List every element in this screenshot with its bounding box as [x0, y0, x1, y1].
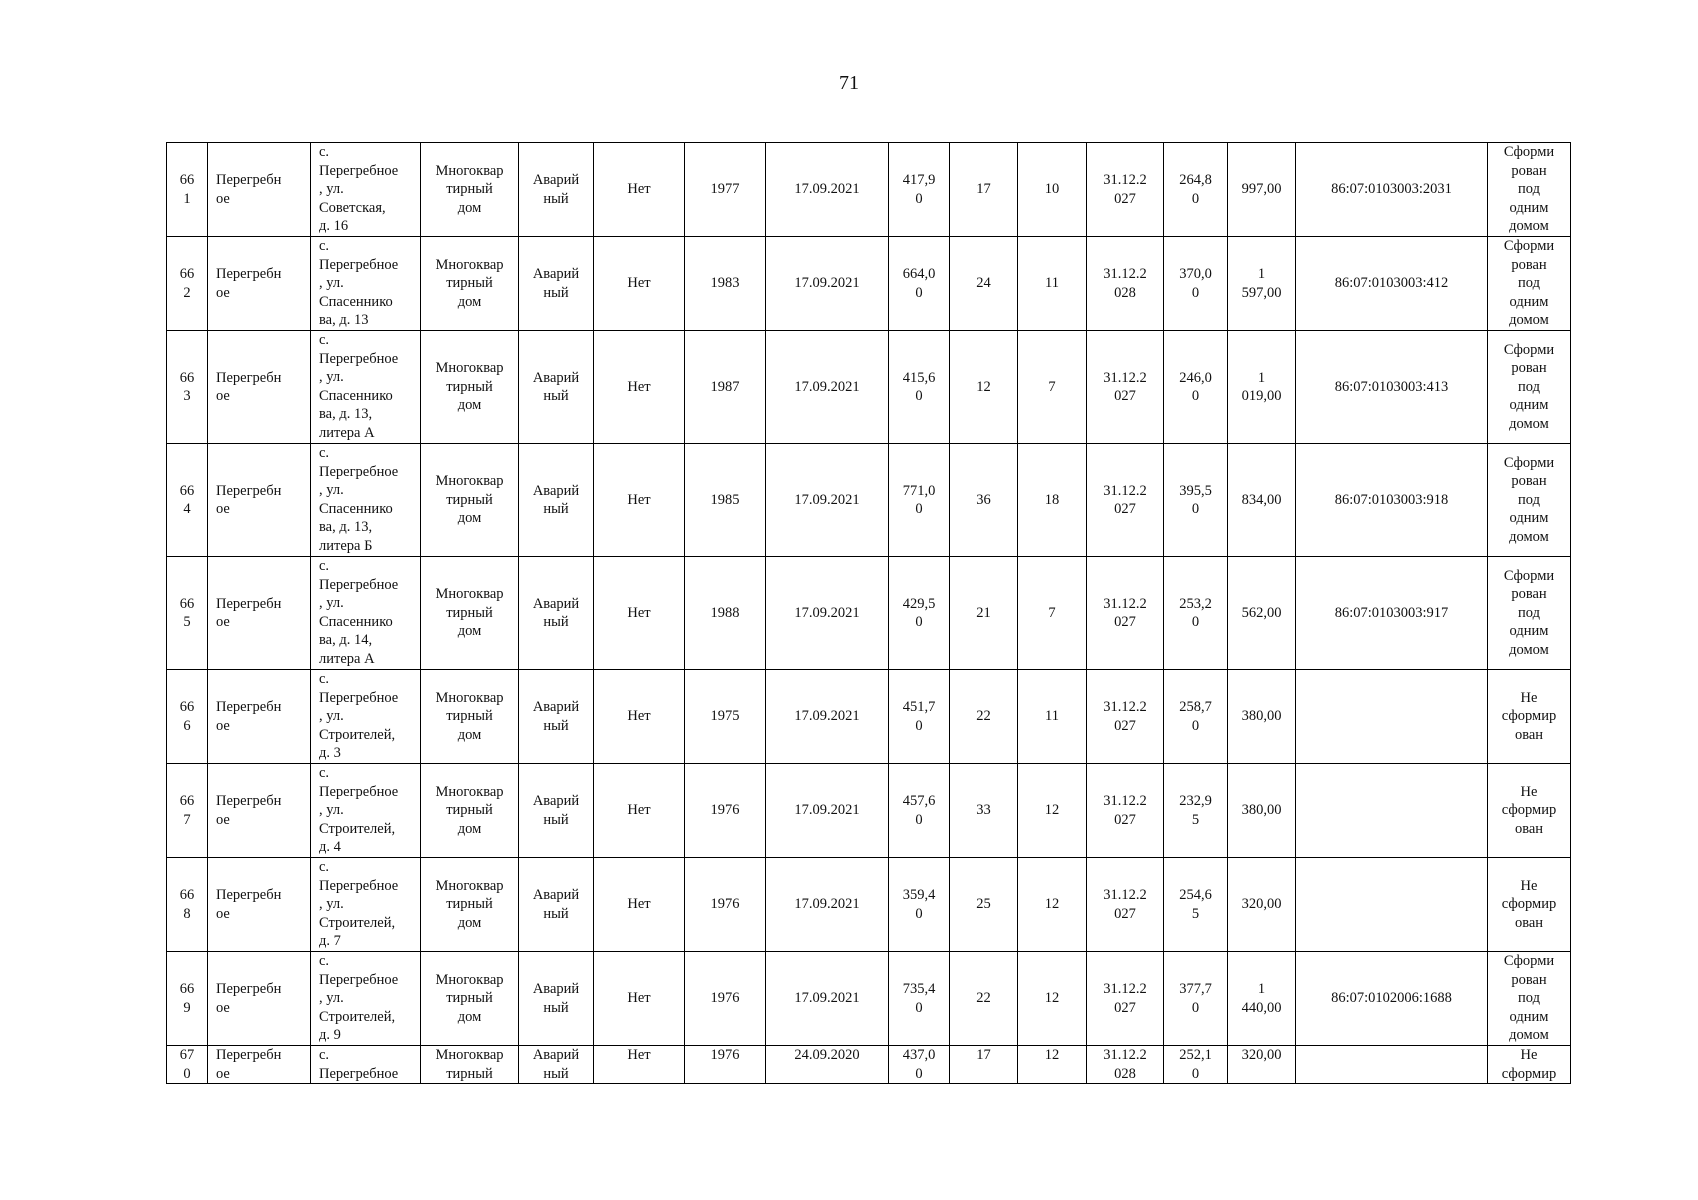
flag-cell: Нет	[594, 331, 685, 444]
recognition-date-cell: 17.09.2021	[766, 557, 889, 670]
residents-count-cell: 22	[950, 670, 1018, 764]
table-row	[167, 858, 1571, 952]
flag-cell: Нет	[594, 858, 685, 952]
row-number: 67 0	[167, 1046, 208, 1084]
cadastral-number-cell: 86:07:0103003:918	[1296, 444, 1488, 557]
settlement-cell: Перегребн ое	[208, 1046, 311, 1084]
premises-count-cell: 12	[1018, 1046, 1087, 1084]
row-number: 66 6	[167, 670, 208, 764]
settlement-cell: Перегребн ое	[208, 764, 311, 858]
building-type-cell: Многоквар тирный дом	[421, 858, 519, 952]
table-row	[167, 952, 1571, 1046]
land-plot-status-cell: Не сформир ован	[1488, 764, 1571, 858]
building-type-cell: Многоквар тирный дом	[421, 444, 519, 557]
land-area-cell: 264,8 0	[1164, 143, 1228, 237]
condition-cell: Аварий ный	[519, 670, 594, 764]
total-area-cell: 664,0 0	[889, 237, 950, 331]
year-built-cell: 1976	[685, 858, 766, 952]
land-area-cell: 232,9 5	[1164, 764, 1228, 858]
settlement-cell: Перегребн ое	[208, 952, 311, 1046]
address-cell: с. Перегребное , ул. Строителей, д. 4	[311, 764, 421, 858]
total-area-cell: 429,5 0	[889, 557, 950, 670]
flag-cell: Нет	[594, 670, 685, 764]
value-cell: 320,00	[1228, 1046, 1296, 1084]
resettlement-deadline-cell: 31.12.2 027	[1087, 858, 1164, 952]
total-area-cell: 415,6 0	[889, 331, 950, 444]
land-plot-status-cell: Сформи рован под одним домом	[1488, 331, 1571, 444]
premises-count-cell: 11	[1018, 237, 1087, 331]
resettlement-deadline-cell: 31.12.2 027	[1087, 952, 1164, 1046]
building-type-cell: Многоквар тирный дом	[421, 670, 519, 764]
recognition-date-cell: 17.09.2021	[766, 764, 889, 858]
flag-cell: Нет	[594, 1046, 685, 1084]
settlement-cell: Перегребн ое	[208, 237, 311, 331]
recognition-date-cell: 17.09.2021	[766, 952, 889, 1046]
resettlement-deadline-cell: 31.12.2 027	[1087, 670, 1164, 764]
condition-cell: Аварий ный	[519, 444, 594, 557]
address-cell: с. Перегребное	[311, 1046, 421, 1084]
row-number: 66 9	[167, 952, 208, 1046]
total-area-cell: 359,4 0	[889, 858, 950, 952]
land-plot-status-cell: Сформи рован под одним домом	[1488, 143, 1571, 237]
resettlement-deadline-cell: 31.12.2 027	[1087, 557, 1164, 670]
flag-cell: Нет	[594, 444, 685, 557]
table-row	[167, 444, 1571, 557]
residents-count-cell: 21	[950, 557, 1018, 670]
resettlement-deadline-cell: 31.12.2 027	[1087, 331, 1164, 444]
table-row	[167, 237, 1571, 331]
year-built-cell: 1976	[685, 952, 766, 1046]
row-number: 66 1	[167, 143, 208, 237]
value-cell: 1 597,00	[1228, 237, 1296, 331]
building-type-cell: Многоквар тирный дом	[421, 237, 519, 331]
total-area-cell: 451,7 0	[889, 670, 950, 764]
condition-cell: Аварий ный	[519, 1046, 594, 1084]
residents-count-cell: 33	[950, 764, 1018, 858]
settlement-cell: Перегребн ое	[208, 670, 311, 764]
condition-cell: Аварий ный	[519, 764, 594, 858]
recognition-date-cell: 17.09.2021	[766, 237, 889, 331]
resettlement-deadline-cell: 31.12.2 027	[1087, 143, 1164, 237]
value-cell: 320,00	[1228, 858, 1296, 952]
residents-count-cell: 36	[950, 444, 1018, 557]
row-number: 66 7	[167, 764, 208, 858]
settlement-cell: Перегребн ое	[208, 331, 311, 444]
premises-count-cell: 12	[1018, 764, 1087, 858]
total-area-cell: 457,6 0	[889, 764, 950, 858]
year-built-cell: 1987	[685, 331, 766, 444]
resettlement-deadline-cell: 31.12.2 028	[1087, 237, 1164, 331]
land-plot-status-cell: Сформи рован под одним домом	[1488, 952, 1571, 1046]
address-cell: с. Перегребное , ул. Строителей, д. 7	[311, 858, 421, 952]
premises-count-cell: 10	[1018, 143, 1087, 237]
residents-count-cell: 24	[950, 237, 1018, 331]
land-plot-status-cell: Не сформир ован	[1488, 670, 1571, 764]
table-row	[167, 557, 1571, 670]
recognition-date-cell: 17.09.2021	[766, 670, 889, 764]
year-built-cell: 1983	[685, 237, 766, 331]
cadastral-number-cell: 86:07:0103003:2031	[1296, 143, 1488, 237]
land-area-cell: 253,2 0	[1164, 557, 1228, 670]
value-cell: 834,00	[1228, 444, 1296, 557]
building-type-cell: Многоквар тирный дом	[421, 331, 519, 444]
address-cell: с. Перегребное , ул. Строителей, д. 9	[311, 952, 421, 1046]
recognition-date-cell: 17.09.2021	[766, 143, 889, 237]
flag-cell: Нет	[594, 952, 685, 1046]
premises-count-cell: 12	[1018, 858, 1087, 952]
address-cell: с. Перегребное , ул. Спасеннико ва, д. 13, литера А	[311, 331, 421, 444]
land-area-cell: 395,5 0	[1164, 444, 1228, 557]
total-area-cell: 771,0 0	[889, 444, 950, 557]
cadastral-number-cell	[1296, 764, 1488, 858]
land-plot-status-cell: Сформи рован под одним домом	[1488, 444, 1571, 557]
resettlement-deadline-cell: 31.12.2 027	[1087, 444, 1164, 557]
value-cell: 1 019,00	[1228, 331, 1296, 444]
row-number: 66 8	[167, 858, 208, 952]
page-number: 71	[839, 72, 859, 94]
year-built-cell: 1975	[685, 670, 766, 764]
building-type-cell: Многоквар тирный дом	[421, 952, 519, 1046]
land-area-cell: 370,0 0	[1164, 237, 1228, 331]
settlement-cell: Перегребн ое	[208, 444, 311, 557]
land-area-cell: 246,0 0	[1164, 331, 1228, 444]
flag-cell: Нет	[594, 764, 685, 858]
total-area-cell: 437,0 0	[889, 1046, 950, 1084]
land-plot-status-cell: Сформи рован под одним домом	[1488, 237, 1571, 331]
condition-cell: Аварий ный	[519, 143, 594, 237]
premises-count-cell: 7	[1018, 557, 1087, 670]
recognition-date-cell: 17.09.2021	[766, 444, 889, 557]
resettlement-deadline-cell: 31.12.2 028	[1087, 1046, 1164, 1084]
value-cell: 997,00	[1228, 143, 1296, 237]
table-row	[167, 331, 1571, 444]
row-number: 66 3	[167, 331, 208, 444]
cadastral-number-cell: 86:07:0103003:412	[1296, 237, 1488, 331]
cadastral-number-cell	[1296, 670, 1488, 764]
building-type-cell: Многоквар тирный дом	[421, 143, 519, 237]
address-cell: с. Перегребное , ул. Строителей, д. 3	[311, 670, 421, 764]
cadastral-number-cell: 86:07:0103003:917	[1296, 557, 1488, 670]
building-type-cell: Многоквар тирный	[421, 1046, 519, 1084]
land-plot-status-cell: Не сформир ован	[1488, 858, 1571, 952]
residents-count-cell: 12	[950, 331, 1018, 444]
cadastral-number-cell: 86:07:0102006:1688	[1296, 952, 1488, 1046]
total-area-cell: 735,4 0	[889, 952, 950, 1046]
residents-count-cell: 17	[950, 143, 1018, 237]
residents-count-cell: 25	[950, 858, 1018, 952]
value-cell: 1 440,00	[1228, 952, 1296, 1046]
year-built-cell: 1988	[685, 557, 766, 670]
year-built-cell: 1977	[685, 143, 766, 237]
resettlement-deadline-cell: 31.12.2 027	[1087, 764, 1164, 858]
table-row	[167, 670, 1571, 764]
total-area-cell: 417,9 0	[889, 143, 950, 237]
cadastral-number-cell: 86:07:0103003:413	[1296, 331, 1488, 444]
land-plot-status-cell: Сформи рован под одним домом	[1488, 557, 1571, 670]
cadastral-number-cell	[1296, 858, 1488, 952]
condition-cell: Аварий ный	[519, 237, 594, 331]
value-cell: 380,00	[1228, 670, 1296, 764]
building-type-cell: Многоквар тирный дом	[421, 557, 519, 670]
settlement-cell: Перегребн ое	[208, 143, 311, 237]
value-cell: 562,00	[1228, 557, 1296, 670]
address-cell: с. Перегребное , ул. Советская, д. 16	[311, 143, 421, 237]
cadastral-number-cell	[1296, 1046, 1488, 1084]
table-row	[167, 1046, 1571, 1084]
land-plot-status-cell: Не сформир	[1488, 1046, 1571, 1084]
residents-count-cell: 22	[950, 952, 1018, 1046]
flag-cell: Нет	[594, 557, 685, 670]
table-row	[167, 764, 1571, 858]
land-area-cell: 258,7 0	[1164, 670, 1228, 764]
land-area-cell: 252,1 0	[1164, 1046, 1228, 1084]
recognition-date-cell: 17.09.2021	[766, 331, 889, 444]
value-cell: 380,00	[1228, 764, 1296, 858]
settlement-cell: Перегребн ое	[208, 858, 311, 952]
settlement-cell: Перегребн ое	[208, 557, 311, 670]
premises-count-cell: 18	[1018, 444, 1087, 557]
flag-cell: Нет	[594, 237, 685, 331]
flag-cell: Нет	[594, 143, 685, 237]
row-number: 66 5	[167, 557, 208, 670]
year-built-cell: 1985	[685, 444, 766, 557]
premises-count-cell: 11	[1018, 670, 1087, 764]
residents-count-cell: 17	[950, 1046, 1018, 1084]
row-number: 66 4	[167, 444, 208, 557]
housing-registry-table	[166, 142, 1571, 1084]
building-type-cell: Многоквар тирный дом	[421, 764, 519, 858]
condition-cell: Аварий ный	[519, 557, 594, 670]
condition-cell: Аварий ный	[519, 331, 594, 444]
table-body	[167, 143, 1571, 1084]
recognition-date-cell: 24.09.2020	[766, 1046, 889, 1084]
address-cell: с. Перегребное , ул. Спасеннико ва, д. 14, литера А	[311, 557, 421, 670]
condition-cell: Аварий ный	[519, 952, 594, 1046]
condition-cell: Аварий ный	[519, 858, 594, 952]
row-number: 66 2	[167, 237, 208, 331]
table-row	[167, 143, 1571, 237]
address-cell: с. Перегребное , ул. Спасеннико ва, д. 13	[311, 237, 421, 331]
premises-count-cell: 12	[1018, 952, 1087, 1046]
land-area-cell: 254,6 5	[1164, 858, 1228, 952]
premises-count-cell: 7	[1018, 331, 1087, 444]
year-built-cell: 1976	[685, 764, 766, 858]
address-cell: с. Перегребное , ул. Спасеннико ва, д. 13, литера Б	[311, 444, 421, 557]
recognition-date-cell: 17.09.2021	[766, 858, 889, 952]
year-built-cell: 1976	[685, 1046, 766, 1084]
land-area-cell: 377,7 0	[1164, 952, 1228, 1046]
